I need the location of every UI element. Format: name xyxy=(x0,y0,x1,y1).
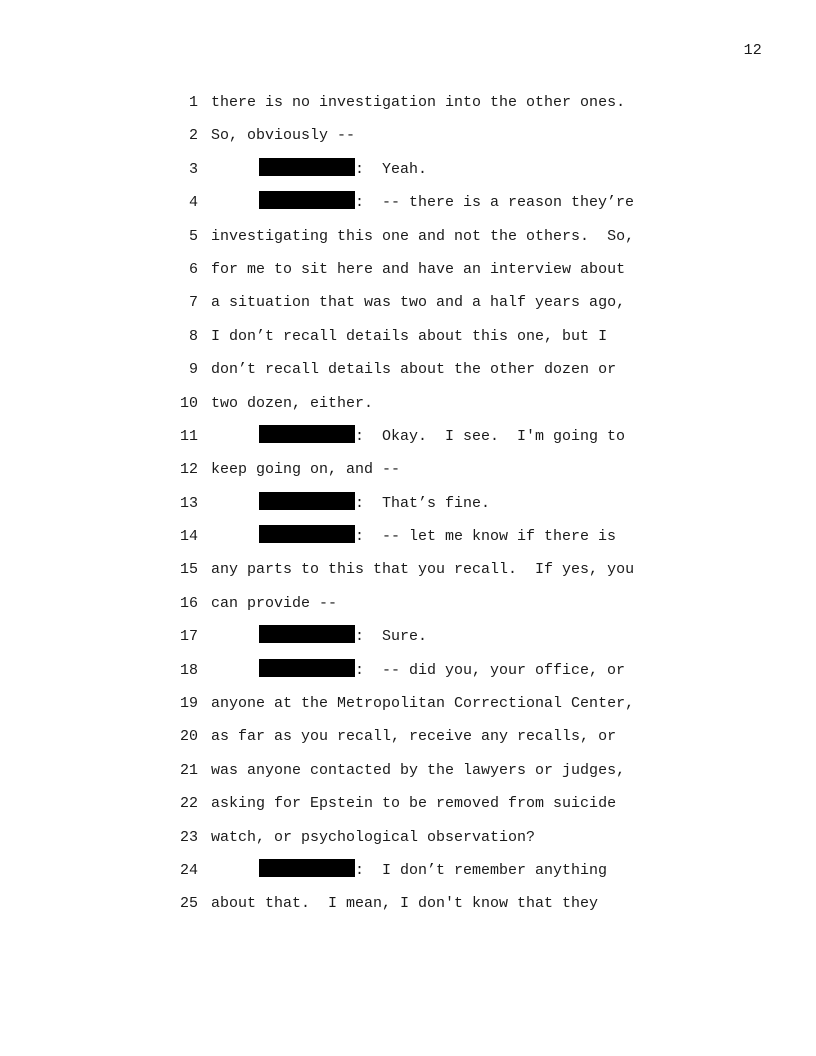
transcript-line xyxy=(0,353,816,386)
line-number: 15 xyxy=(179,561,198,579)
line-text xyxy=(211,787,616,820)
line-content: about that. I mean, I don't know that they xyxy=(211,895,599,913)
transcript-line xyxy=(0,654,816,687)
line-number: 2 xyxy=(188,127,198,145)
line-content: : Sure. xyxy=(355,628,428,646)
line-content: asking for Epstein to be removed from suicide xyxy=(211,795,617,813)
line-number: 1 xyxy=(188,94,198,111)
transcript-line xyxy=(0,687,816,720)
line-number: 20 xyxy=(179,728,198,746)
line-text xyxy=(259,654,625,687)
line-content: watch, or psychological observation? xyxy=(211,828,536,846)
line-number: 18 xyxy=(179,661,198,679)
line-number: 24 xyxy=(179,861,198,879)
transcript-line xyxy=(0,553,816,586)
line-content: as far as you recall, receive any recalls, or xyxy=(211,728,617,746)
line-content: two dozen, either. xyxy=(211,394,374,412)
line-content: investigating this one and not the others. So, xyxy=(211,227,635,245)
line-content: there is no investigation into the other ones. xyxy=(211,94,626,111)
page-number: 12 xyxy=(743,42,762,59)
line-number: 9 xyxy=(188,361,198,379)
transcript-line xyxy=(0,620,816,653)
line-number: 19 xyxy=(179,695,198,713)
line-content: : -- did you, your office, or xyxy=(355,661,626,679)
redacted-speaker-name xyxy=(259,859,355,877)
line-content: : Okay. I see. I'm going to xyxy=(355,427,626,445)
line-content: was anyone contacted by the lawyers or judges, xyxy=(211,761,626,779)
line-text xyxy=(211,887,598,920)
line-text xyxy=(211,553,634,586)
line-number: 14 xyxy=(179,528,198,546)
line-content: : That’s fine. xyxy=(355,494,491,512)
line-number: 8 xyxy=(188,327,198,345)
line-content: can provide -- xyxy=(211,594,338,612)
line-text xyxy=(259,620,427,653)
line-content: any parts to this that you recall. If yes, you xyxy=(211,561,635,579)
line-number: 4 xyxy=(188,194,198,212)
line-text xyxy=(211,821,535,854)
line-content: anyone at the Metropolitan Correctional Center, xyxy=(211,695,635,713)
line-number: 23 xyxy=(179,828,198,846)
redacted-speaker-name xyxy=(259,659,355,677)
transcript-body xyxy=(0,86,816,921)
transcript-line xyxy=(0,754,816,787)
transcript-line xyxy=(0,854,816,887)
line-number: 17 xyxy=(179,628,198,646)
line-text xyxy=(211,353,616,386)
line-text xyxy=(211,286,625,319)
redacted-speaker-name xyxy=(259,625,355,643)
transcript-line xyxy=(0,320,816,353)
redacted-speaker-name xyxy=(259,191,355,209)
line-text xyxy=(211,253,625,286)
line-number: 6 xyxy=(188,260,198,278)
line-number: 21 xyxy=(179,761,198,779)
line-text xyxy=(259,520,616,553)
line-text xyxy=(211,754,625,787)
line-number: 5 xyxy=(188,227,198,245)
line-content: : -- let me know if there is xyxy=(355,528,617,546)
line-text xyxy=(211,587,337,620)
line-text xyxy=(211,86,625,119)
redacted-speaker-name xyxy=(259,525,355,543)
redacted-speaker-name xyxy=(259,492,355,510)
line-text xyxy=(211,220,634,253)
line-number: 12 xyxy=(179,461,198,479)
transcript-line xyxy=(0,720,816,753)
line-content: So, obviously -- xyxy=(211,127,356,145)
line-text xyxy=(259,153,427,186)
transcript-line xyxy=(0,487,816,520)
transcript-line xyxy=(0,286,816,319)
transcript-line xyxy=(0,453,816,486)
line-content: keep going on, and -- xyxy=(211,461,401,479)
line-number: 11 xyxy=(179,427,198,445)
transcript-line xyxy=(0,153,816,186)
line-content: for me to sit here and have an interview about xyxy=(211,260,626,278)
line-content: : -- there is a reason they’re xyxy=(355,194,635,212)
line-number: 7 xyxy=(188,294,198,312)
line-text xyxy=(211,119,355,152)
line-number: 16 xyxy=(179,594,198,612)
transcript-line xyxy=(0,420,816,453)
line-number: 10 xyxy=(179,394,198,412)
transcript-line xyxy=(0,119,816,152)
transcript-line xyxy=(0,220,816,253)
line-text xyxy=(211,320,607,353)
line-text xyxy=(259,854,607,887)
line-content: don’t recall details about the other dozen or xyxy=(211,361,617,379)
line-text xyxy=(211,453,400,486)
line-number: 22 xyxy=(179,795,198,813)
line-content: a situation that was two and a half years ago, xyxy=(211,294,626,312)
redacted-speaker-name xyxy=(259,425,355,443)
line-text xyxy=(259,186,634,219)
line-content: : Yeah. xyxy=(355,160,428,178)
transcript-line xyxy=(0,887,816,920)
line-text xyxy=(211,720,616,753)
transcript-line xyxy=(0,520,816,553)
line-number: 13 xyxy=(179,494,198,512)
line-number: 3 xyxy=(188,160,198,178)
line-text xyxy=(211,687,634,720)
line-content: : I don’t remember anything xyxy=(355,861,608,879)
transcript-line xyxy=(0,186,816,219)
transcript-line xyxy=(0,86,816,119)
line-text xyxy=(259,487,490,520)
line-content: I don’t recall details about this one, but I xyxy=(211,327,608,345)
transcript-line xyxy=(0,787,816,820)
line-text xyxy=(259,420,625,453)
transcript-line xyxy=(0,587,816,620)
line-text xyxy=(211,387,373,420)
transcript-line xyxy=(0,387,816,420)
line-number: 25 xyxy=(179,895,198,913)
transcript-line xyxy=(0,253,816,286)
transcript-line xyxy=(0,821,816,854)
redacted-speaker-name xyxy=(259,158,355,176)
